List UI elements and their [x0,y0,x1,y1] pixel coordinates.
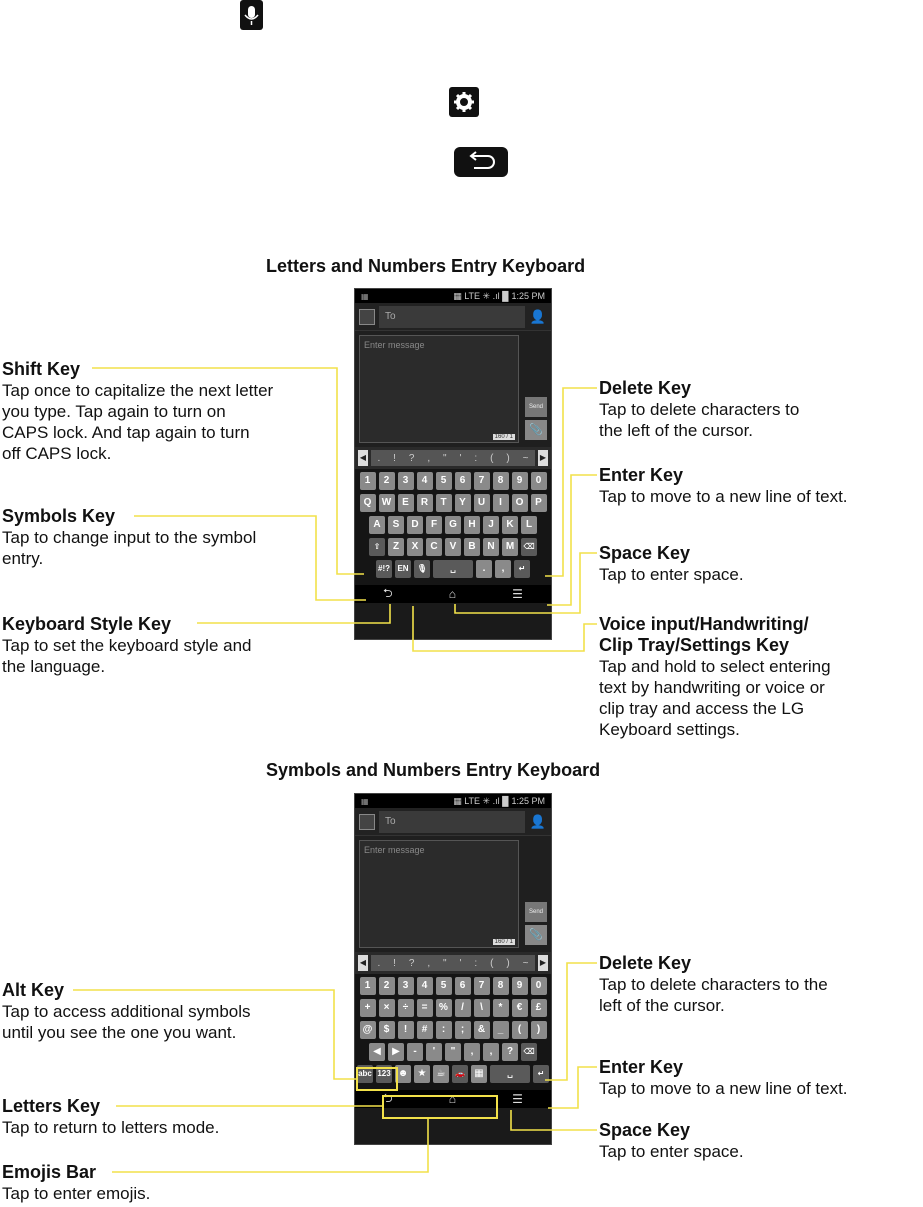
punctuation-key[interactable]: . [377,452,381,464]
keyboard-key[interactable]: 3 [398,472,414,490]
keyboard-key[interactable]: V [445,538,461,556]
keyboard-key[interactable]: ␣ [433,560,473,578]
keyboard-key[interactable]: ? [502,1043,518,1061]
section1-title: Letters and Numbers Entry Keyboard [266,256,586,276]
keyboard-key[interactable]: G [445,516,461,534]
callout-voice-key: Voice input/Handwriting/ Clip Tray/Settings Key Tap and hold to select entering text by handwriting or voice or clip tray and access the LG Keyboard settings. [599,614,831,739]
callout-enter-key: Enter Key Tap to move to a new line of text. [599,465,848,506]
keyboard-key[interactable]: ☻ [395,1065,411,1083]
keyboard-key[interactable]: = [417,999,433,1017]
keyboard-key[interactable]: 8 [493,472,509,490]
person-icon[interactable]: 👤 [529,813,547,829]
keyboard-key[interactable]: 5 [436,977,452,995]
punctuation-key[interactable]: . [377,957,381,969]
to-field[interactable]: To [379,306,525,328]
keyboard-key[interactable]: ⇧ [369,538,385,556]
keyboard-key[interactable]: Y [455,494,471,512]
keyboard-key[interactable]: ☕ [433,1065,449,1083]
keyboard-key[interactable]: 8 [493,977,509,995]
callout-keyboard-style-key: Keyboard Style Key Tap to set the keyboard style and the language. [2,614,252,676]
keyboard-key[interactable]: O [512,494,528,512]
keyboard-key[interactable]: \ [474,999,490,1017]
keyboard-key[interactable]: D [407,516,423,534]
keyboard-key[interactable]: S [388,516,404,534]
to-field[interactable]: To [379,811,525,833]
keyboard-key[interactable]: ▦ [471,1065,487,1083]
keyboard-key[interactable]: 3 [398,977,414,995]
keyboard-key[interactable]: ␣ [490,1065,530,1083]
punctuation-bar[interactable]: ◀ . ! ? , " ' : ( ) ~ ▶ [355,952,551,974]
punctuation-key[interactable]: ~ [522,957,529,969]
keyboard-key[interactable]: % [436,999,452,1017]
keyboard-key[interactable]: ; [455,1021,471,1039]
keyboard-key[interactable]: 7 [474,977,490,995]
menu-nav-icon[interactable]: ☰ [512,1092,523,1106]
callout-emojis-bar: Emojis Bar Tap to enter emojis. [2,1162,151,1203]
keyboard-key[interactable]: × [379,999,395,1017]
punctuation-key[interactable]: ( [490,957,494,969]
keyboard-key[interactable]: Q [360,494,376,512]
keyboard-key[interactable]: 6 [455,977,471,995]
message-field[interactable]: Enter message 160 / 1 [359,335,519,443]
keyboard-key[interactable]: M [502,538,518,556]
keyboard-key[interactable]: #!? [376,560,392,578]
person-icon[interactable]: 👤 [529,308,547,324]
attach-icon[interactable]: 📎 [525,420,547,440]
home-nav-icon[interactable]: ⌂ [448,587,457,601]
punctuation-key[interactable]: " [443,452,447,464]
keyboard-key[interactable]: 9 [512,472,528,490]
keyboard-key[interactable]: J [483,516,499,534]
keyboard-key[interactable]: @ [360,1021,376,1039]
keyboard-key[interactable]: H [464,516,480,534]
punctuation-key[interactable]: ? [408,452,415,464]
punctuation-key[interactable]: ' [459,957,462,969]
keyboard-key[interactable]: 123 [376,1065,392,1083]
attach-icon[interactable]: 📎 [525,925,547,945]
keyboard-key[interactable]: abc [357,1065,373,1083]
keyboard-key[interactable]: / [455,999,471,1017]
keyboard-key[interactable]: ⌫ [521,538,537,556]
keyboard-key[interactable]: ↵ [533,1065,549,1083]
menu-nav-icon[interactable]: ☰ [512,587,523,601]
punctuation-key[interactable]: ) [506,957,510,969]
keyboard-key[interactable]: 2 [379,472,395,490]
keyboard-key[interactable]: 0 [531,472,547,490]
callout-shift-key: Shift Key Tap once to capitalize the next letter you type. Tap again to turn on CAPS lock. And tap again to turn off CAPS lock. [2,359,274,463]
keyboard-key[interactable]: , [495,560,511,578]
keyboard-key[interactable]: B [464,538,480,556]
keyboard-key[interactable]: + [360,999,376,1017]
punctuation-key[interactable]: ~ [522,452,529,464]
keyboard-key[interactable]: 1 [360,472,376,490]
keyboard-key[interactable]: * [493,999,509,1017]
keyboard-key[interactable]: N [483,538,499,556]
keyboard-key[interactable]: ◀ [369,1043,385,1061]
keyboard-key[interactable]: ( [512,1021,528,1039]
keyboard-key[interactable]: 🎙 [414,560,430,578]
callout-symbols-key: Symbols Key Tap to change input to the symbol entry. [2,506,257,568]
keyboard-key[interactable]: 7 [474,472,490,490]
punctuation-key[interactable]: " [443,957,447,969]
send-button[interactable]: Send [525,397,547,417]
keyboard-key[interactable]: " [445,1043,461,1061]
keyboard-key[interactable]: ↵ [514,560,530,578]
punctuation-key[interactable]: ) [506,452,510,464]
section2-title: Symbols and Numbers Entry Keyboard [266,760,601,780]
keyboard-key[interactable]: ) [531,1021,547,1039]
punctuation-key[interactable]: ' [459,452,462,464]
keyboard-key[interactable]: A [369,516,385,534]
keyboard-key[interactable]: £ [531,999,547,1017]
punctuation-key[interactable]: ! [393,957,396,969]
callout-delete-key-2: Delete Key Tap to delete characters to the left of the cursor. [599,953,828,1015]
punctuation-key[interactable]: ( [490,452,494,464]
keyboard-key[interactable]: 2 [379,977,395,995]
keyboard-key[interactable]: W [379,494,395,512]
keyboard-key[interactable]: : [436,1021,452,1039]
keyboard-key[interactable]: E [398,494,414,512]
keyboard-key[interactable]: 0 [531,977,547,995]
keyboard-key[interactable]: , [483,1043,499,1061]
keyboard-key[interactable]: 1 [360,977,376,995]
keyboard-key[interactable]: K [502,516,518,534]
keyboard-key[interactable]: X [407,538,423,556]
keyboard-key[interactable]: ★ [414,1065,430,1083]
keyboard-key[interactable]: ⌫ [521,1043,537,1061]
callout-delete-key: Delete Key Tap to delete characters to the left of the cursor. [599,378,800,440]
punctuation-key[interactable]: : [474,957,478,969]
keyboard-key[interactable]: ' [426,1043,442,1061]
keyboard-key[interactable]: C [426,538,442,556]
keyboard-key[interactable]: # [417,1021,433,1039]
keyboard-key[interactable]: U [474,494,490,512]
callout-enter-key-2: Enter Key Tap to move to a new line of text. [599,1057,848,1098]
keyboard-key[interactable]: 🚗 [452,1065,468,1083]
keyboard-key[interactable]: ▶ [388,1043,404,1061]
punctuation-key[interactable]: ? [408,957,415,969]
keyboard-key[interactable]: € [512,999,528,1017]
keyboard-key[interactable]: 4 [417,472,433,490]
home-nav-icon[interactable]: ⌂ [448,1092,457,1106]
punctuation-key[interactable]: , [427,452,431,464]
keyboard-key[interactable]: - [407,1043,423,1061]
keyboard-key[interactable]: , [464,1043,480,1061]
keyboard-key[interactable]: ! [398,1021,414,1039]
keyboard-key[interactable]: _ [493,1021,509,1039]
punctuation-key[interactable]: ! [393,452,396,464]
keyboard-key[interactable]: ÷ [398,999,414,1017]
punctuation-key[interactable]: : [474,452,478,464]
keyboard-key[interactable]: EN [395,560,411,578]
keyboard-key[interactable]: I [493,494,509,512]
keyboard-key[interactable]: . [476,560,492,578]
keyboard-key[interactable]: & [474,1021,490,1039]
punctuation-key[interactable]: , [427,957,431,969]
phone-screenshot-symbols: ▦ ▦ LTE ✳ .ıl █ 1:25 PM To 👤 Enter message 160 / 1 Send 📎 ◀ . ! ? , " ' : ( ) ~ ▶ 1 2 3 4 5 6 7 8 9 0 + × ÷ = % / \ * € £ @ $ ! # : ; & _ ( ) ◀ ▶ - ' " , , ? ⌫ abc 123 ☻ ★ ☕ 🚗 ▦ ␣ ↵ ⮌ ⌂ ☰ [354,793,552,1145]
keyboard-key[interactable]: 5 [436,472,452,490]
keyboard-key[interactable]: T [436,494,452,512]
keyboard-key[interactable]: $ [379,1021,395,1039]
keyboard-key[interactable]: 6 [455,472,471,490]
keyboard-key[interactable]: 4 [417,977,433,995]
keyboard-key[interactable]: F [426,516,442,534]
callout-letters-key: Letters Key Tap to return to letters mode. [2,1096,220,1137]
keyboard-key[interactable]: L [521,516,537,534]
keyboard-key[interactable]: R [417,494,433,512]
callout-alt-key: Alt Key Tap to access additional symbols until you see the one you want. [2,980,251,1042]
back-nav-icon[interactable]: ⮌ [383,585,393,600]
message-field[interactable]: Enter message 160 / 1 [359,840,519,948]
send-button[interactable]: Send [525,902,547,922]
phone-screenshot-letters: ▦ ▦ LTE ✳ .ıl █ 1:25 PM To 👤 Enter message 160 / 1 Send 📎 ◀ . ! ? , " ' : ( ) ~ ▶ 1 2 3 4 5 6 7 8 9 0 Q W E R T Y U I O P A S D F G H J K L ⇧ Z X C V B N M ⌫ #!? EN 🎙 ␣ . , ↵ ⮌ ⌂ ☰ [354,288,552,640]
keyboard-key[interactable]: 9 [512,977,528,995]
callout-space-key: Space Key Tap to enter space. [599,543,744,584]
keyboard-key[interactable]: P [531,494,547,512]
punctuation-bar[interactable]: ◀ . ! ? , " ' : ( ) ~ ▶ [355,447,551,469]
back-nav-icon[interactable]: ⮌ [383,1090,393,1105]
callout-space-key-2: Space Key Tap to enter space. [599,1120,744,1161]
keyboard-key[interactable]: Z [388,538,404,556]
